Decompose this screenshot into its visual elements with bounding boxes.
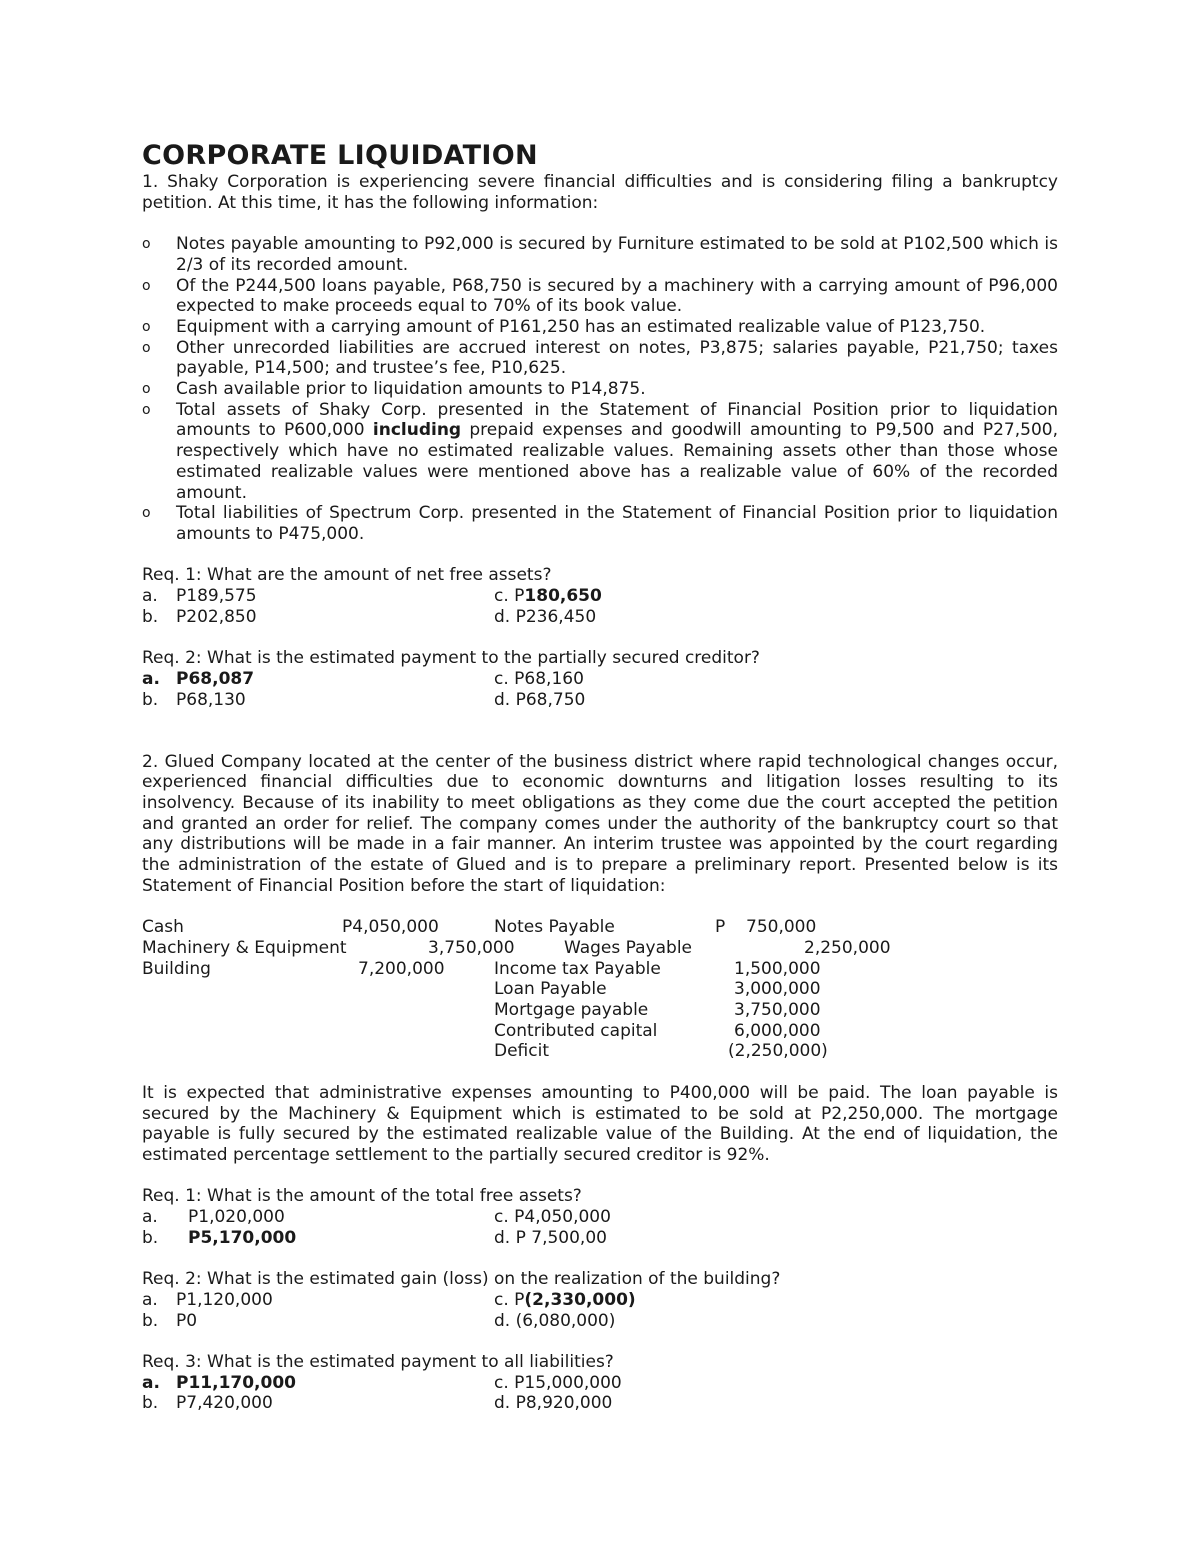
- problem1-req1-choices: [142, 586, 1058, 627]
- bullet-marker: o: [142, 339, 151, 356]
- bullet-marker: o: [142, 401, 151, 418]
- problem1-req2-choices: [142, 669, 1058, 710]
- choice-a: a. P11,170,000: [142, 1372, 297, 1393]
- liability-value: (2,250,000): [728, 1041, 828, 1062]
- choice-d: d. P68,750: [494, 689, 586, 710]
- problem2-req3-question: Req. 3: What is the estimated payment to all liabilities?: [142, 1352, 614, 1372]
- list-item: o Equipment with a carrying amount of P161,250 has an estimated realizable value of P123,750.: [142, 316, 986, 337]
- choice-b: b. P68,130: [142, 689, 246, 710]
- problem2-intro: 2. Glued Company located at the center of the business district where rapid technological changes occur, experienced financial difficulties due to economic downturns and litigation losses resulting to its insolvency. Because of its inability to meet obligations as they come due the court accepted the petition and granted an order for relief. The company comes under the authority of the bankruptcy court so that any distributions will be made in a fair manner. An interim trustee was appointed by the court regarding the administration of the estate of Glued and is to prepare a preliminary report. Presented below is its Statement of Financial Position before the start of liquidation:: [142, 751, 1058, 896]
- list-item: o Notes payable amounting to P92,000 is secured by Furniture estimated to be sold at P102,500 which is 2/3 of its recorded amount.: [142, 234, 1058, 275]
- problem2-req1-question: Req. 1: What is the amount of the total free assets?: [142, 1186, 582, 1207]
- bullet-marker: o: [142, 236, 151, 253]
- liability-label: Deficit: [494, 1041, 549, 1062]
- liability-value: 3,750,000: [734, 1000, 821, 1021]
- liability-value: 750,000: [746, 917, 817, 938]
- bullet-marker: o: [142, 277, 151, 294]
- liability-value: 2,250,000: [804, 937, 891, 958]
- problem1-req1-question: Req. 1: What are the amount of net free assets?: [142, 565, 552, 586]
- liability-label: Wages Payable: [564, 937, 693, 958]
- liability-value: 3,000,000: [734, 979, 821, 1000]
- choice-b: b. P0: [142, 1310, 198, 1331]
- list-item: o Cash available prior to liquidation amounts to P14,875.: [142, 379, 646, 400]
- asset-label: Machinery & Equipment: [142, 937, 347, 958]
- choice-d: d. (6,080,000): [494, 1310, 616, 1331]
- statement-of-financial-position: [142, 917, 1058, 1062]
- choice-a: a. P189,575: [142, 586, 257, 607]
- choice-b: b. P7,420,000: [142, 1393, 273, 1414]
- document-title: CORPORATE LIQUIDATION: [142, 140, 538, 171]
- bullet-marker: o: [142, 505, 151, 522]
- list-item: o Total assets of Shaky Corp. presented in the Statement of Financial Position prior to liquidation amounts to P600,000 including prepaid expenses and goodwill amounting to P9,500 and P27,500, respectively which have no estimated realizable values. Remaining assets other than those whose estimated realizable values were mentioned above has a realizable value of 60% of the recorded amount.: [142, 399, 1058, 503]
- asset-value: 7,200,000: [358, 958, 445, 979]
- choice-c: c. P180,650: [494, 586, 602, 607]
- currency-prefix: P: [715, 917, 726, 938]
- choice-c: c. P4,050,000: [494, 1207, 611, 1228]
- choice-a: a. P1,120,000: [142, 1289, 273, 1310]
- choice-d: d. P 7,500,00: [494, 1227, 607, 1248]
- problem1-req2-question: Req. 2: What is the estimated payment to the partially secured creditor?: [142, 648, 760, 669]
- choice-c: c. P(2,330,000): [494, 1289, 636, 1310]
- asset-value: 3,750,000: [428, 937, 515, 958]
- liability-label: Income tax Payable: [494, 958, 661, 979]
- choice-b: b. P202,850: [142, 606, 257, 627]
- problem1-info-list: [142, 234, 1058, 545]
- asset-value: P4,050,000: [342, 917, 439, 938]
- choice-d: d. P236,450: [494, 606, 597, 627]
- document-page: [142, 140, 1058, 1414]
- problem2-req3-choices: [142, 1373, 1058, 1414]
- choice-a: a. P1,020,000: [142, 1207, 285, 1228]
- list-item: o Total liabilities of Spectrum Corp. presented in the Statement of Financial Position prior to liquidation amounts to P475,000.: [142, 503, 1058, 544]
- liability-label: Contributed capital: [494, 1020, 658, 1041]
- liability-label: Notes Payable: [494, 917, 615, 938]
- asset-label: Cash: [142, 917, 184, 938]
- liability-label: Mortgage payable: [494, 1000, 649, 1021]
- list-item: o Of the P244,500 loans payable, P68,750 is secured by a machinery with a carrying amount of P96,000 expected to make proceeds equal to 70% of its book value.: [142, 275, 1058, 317]
- choice-b: b. P5,170,000: [142, 1227, 297, 1248]
- problem1-intro: 1. Shaky Corporation is experiencing severe financial difficulties and is considering filing a bankruptcy petition. At this time, it has the following information:: [142, 172, 1058, 213]
- bullet-marker: o: [142, 318, 151, 335]
- liability-label: Loan Payable: [494, 979, 607, 1000]
- problem2-req2-question: Req. 2: What is the estimated gain (loss) on the realization of the building?: [142, 1269, 781, 1290]
- liability-value: 6,000,000: [734, 1020, 821, 1041]
- problem2-req2-choices: [142, 1290, 1058, 1331]
- choice-a: a. P68,087: [142, 668, 255, 689]
- list-item: o Other unrecorded liabilities are accrued interest on notes, P3,875; salaries payable, P21,750; taxes payable, P14,500; and trustee’s fee, P10,625.: [142, 337, 1058, 379]
- problem2-req1-choices: [142, 1207, 1058, 1248]
- choice-c: c. P15,000,000: [494, 1372, 622, 1393]
- liability-value: 1,500,000: [734, 958, 821, 979]
- choice-c: c. P68,160: [494, 668, 584, 689]
- asset-label: Building: [142, 958, 211, 979]
- bullet-marker: o: [142, 381, 151, 398]
- problem2-details: It is expected that administrative expenses amounting to P400,000 will be paid. The loan payable is secured by the Machinery & Equipment which is estimated to be sold at P2,250,000. The mortgage payable is fully secured by the estimated realizable value of the Building. At the end of liquidation, the estimated percentage settlement to the partially secured creditor is 92%.: [142, 1082, 1058, 1166]
- choice-d: d. P8,920,000: [494, 1393, 613, 1414]
